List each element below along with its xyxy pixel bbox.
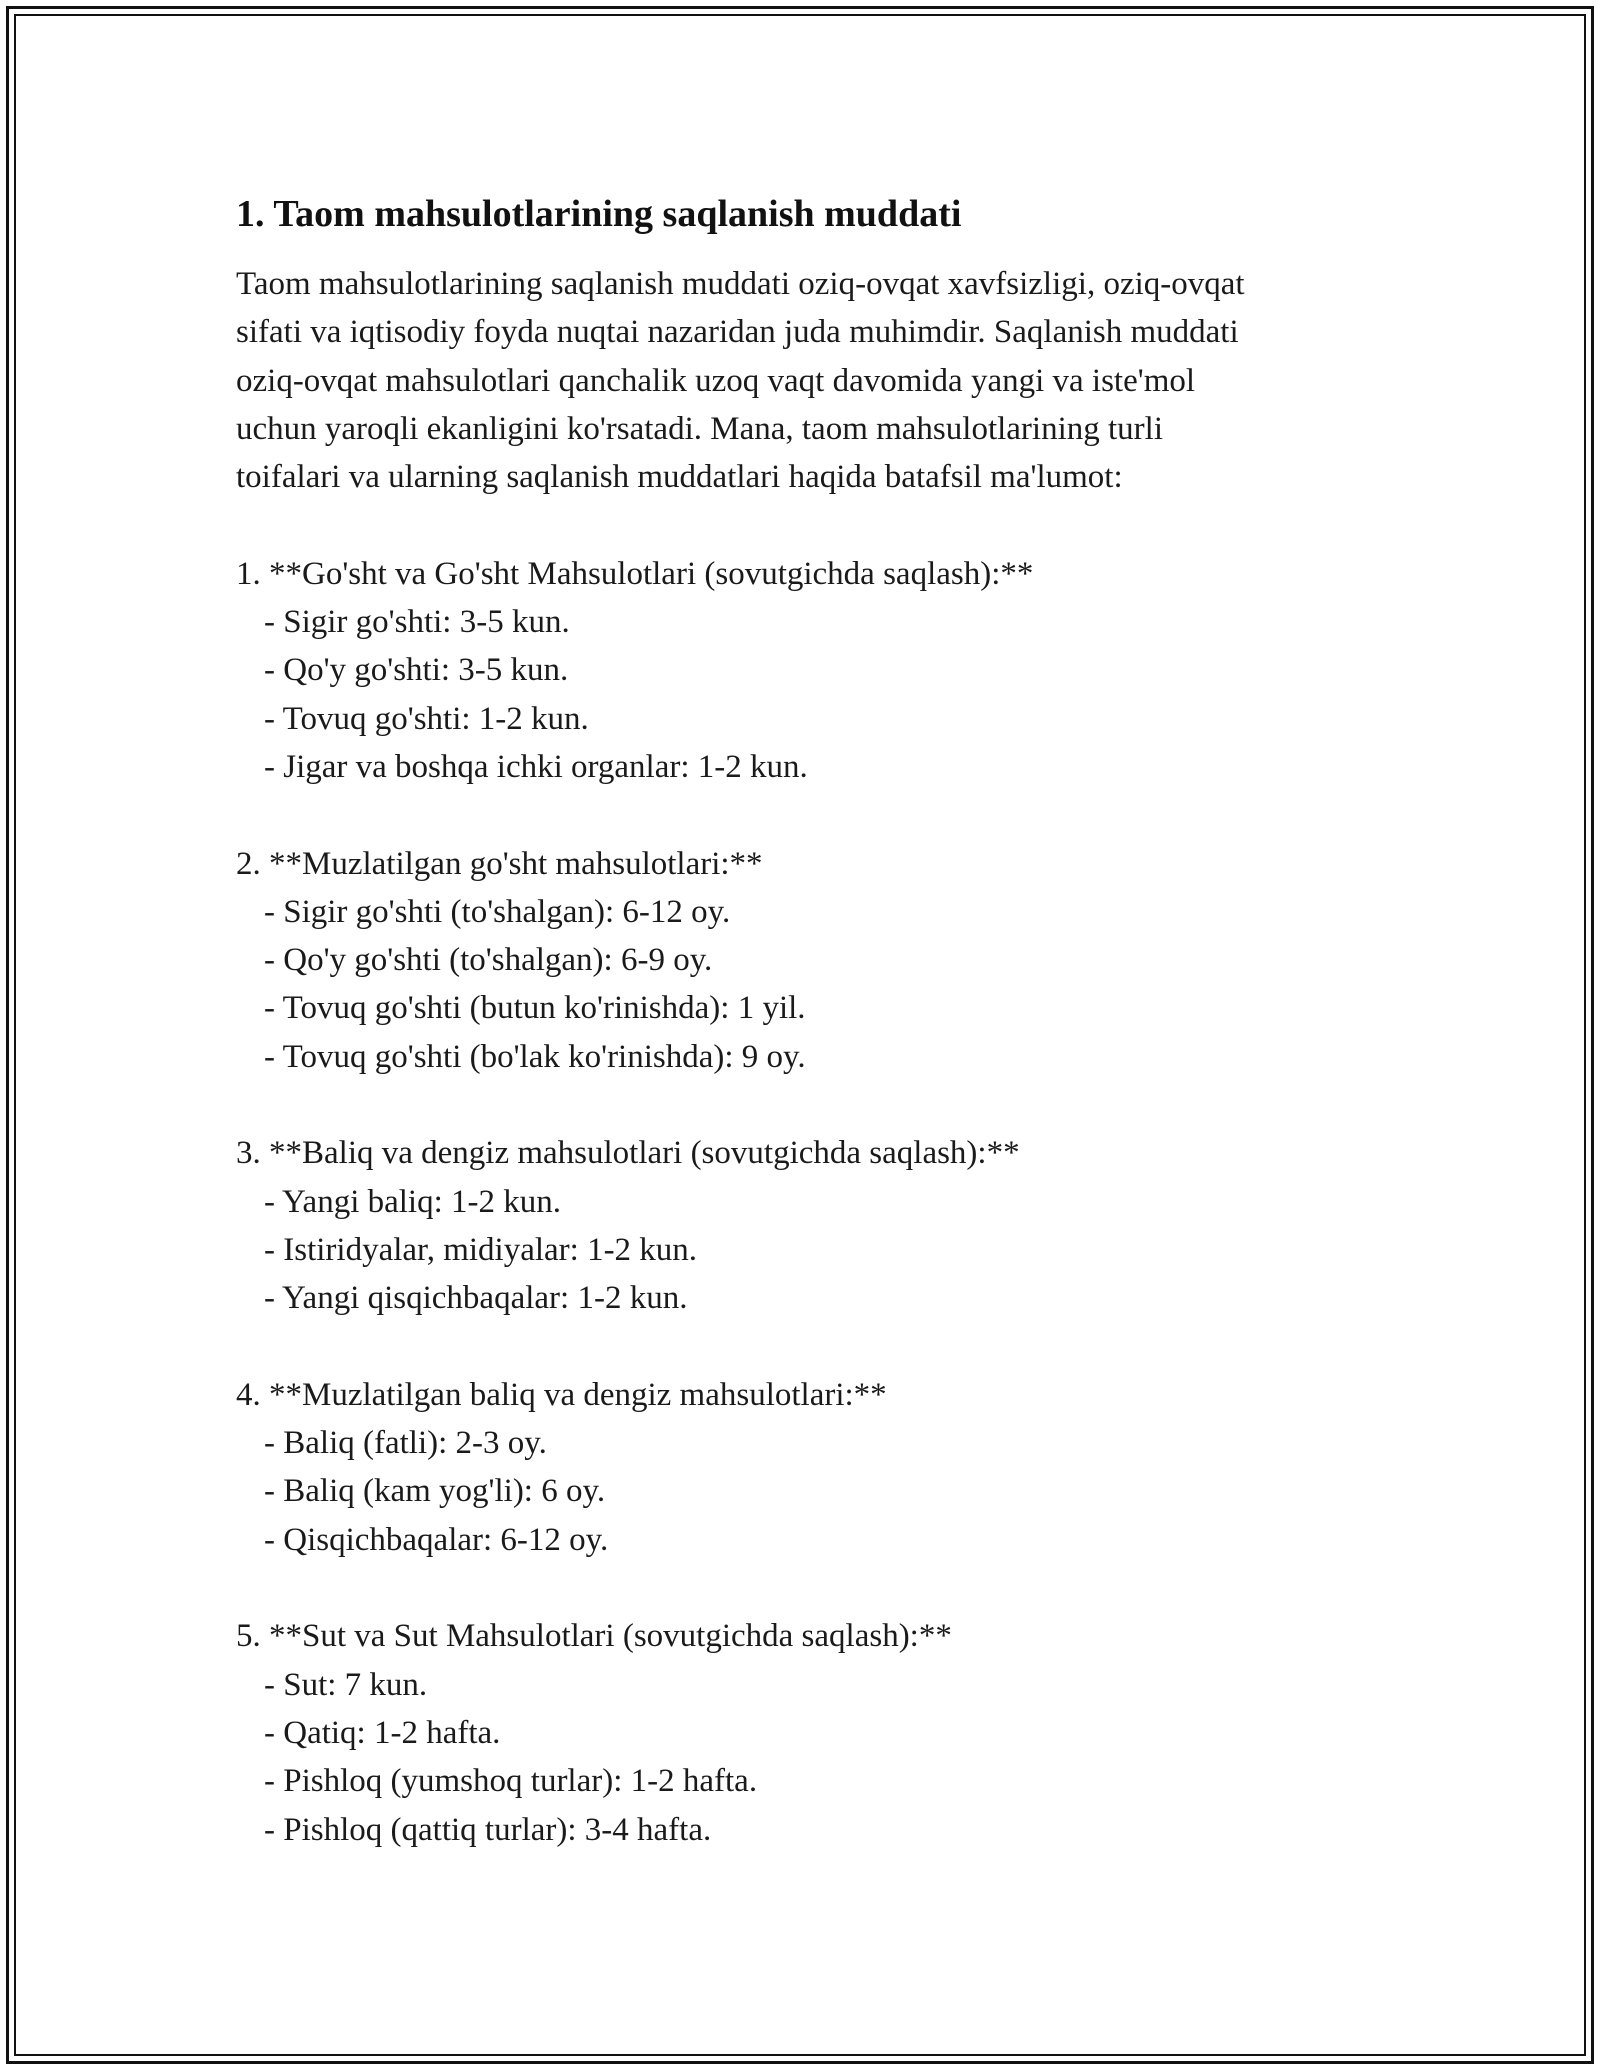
list-item: - Pishloq (yumshoq turlar): 1-2 hafta. [264,1763,758,1800]
list-item: - Sigir go'shti (to'shalgan): 6-12 oy. [264,893,731,930]
list-section-title: 4. **Muzlatilgan baliq va dengiz mahsulotlari:** [236,1376,887,1413]
list-item: - Istiridyalar, midiyalar: 1-2 kun. [264,1231,698,1268]
intro-paragraph: Taom mahsulotlarining saqlanish muddati oziq-ovqat xavfsizligi, oziq-ovqat sifati va iqtisodiy foyda nuqtai nazaridan juda muhimdir. Saqlanish muddati oziq-ovqat mahsulotlari qanchalik uzoq vaqt davomida yangi va iste'mol uchun yaroqli ekanligini ko'rsatadi. Mana, taom mahsulotlarining turli toifalari va ularning saqlanish muddatlari haqida batafsil ma'lumot: [236,266,1245,496]
list-item: - Tovuq go'shti (bo'lak ko'rinishda): 9 oy. [264,1038,806,1075]
list-item: - Sigir go'shti: 3-5 kun. [264,604,570,641]
list-item: - Baliq (fatli): 2-3 oy. [264,1425,547,1462]
list-item: - Sut: 7 kun. [264,1666,428,1703]
list-section-meat [236,550,1416,791]
list-section-frozen-fish [236,1371,1416,1564]
list-section-title: 5. **Sut va Sut Mahsulotlari (sovutgichda saqlash):** [236,1618,952,1655]
list-item: - Qo'y go'shti (to'shalgan): 6-9 oy. [264,942,713,979]
list-item: - Yangi baliq: 1-2 kun. [264,1183,561,1220]
document-body [236,186,1416,1854]
list-section-dairy [236,1612,1416,1853]
list-section-frozen-meat [236,840,1416,1081]
list-item: - Yangi qisqichbaqalar: 1-2 kun. [264,1280,688,1317]
list-item: - Pishloq (qattiq turlar): 3-4 hafta. [264,1811,712,1848]
list-item: - Tovuq go'shti (butun ko'rinishda): 1 yil. [264,990,806,1027]
list-section-fish [236,1129,1416,1322]
section-heading: 1. Taom mahsulotlarining saqlanish muddati [236,193,962,235]
list-item: - Tovuq go'shti: 1-2 kun. [264,700,589,737]
list-item: - Jigar va boshqa ichki organlar: 1-2 kun. [264,748,808,785]
list-section-title: 3. **Baliq va dengiz mahsulotlari (sovutgichda saqlash):** [236,1135,1020,1172]
list-item: - Baliq (kam yog'li): 6 oy. [264,1473,606,1510]
list-item: - Qisqichbaqalar: 6-12 oy. [264,1521,609,1558]
list-section-title: 2. **Muzlatilgan go'sht mahsulotlari:** [236,845,763,882]
list-section-title: 1. **Go'sht va Go'sht Mahsulotlari (sovutgichda saqlash):** [236,555,1034,592]
list-item: - Qatiq: 1-2 hafta. [264,1714,501,1751]
list-item: - Qo'y go'shti: 3-5 kun. [264,652,569,689]
